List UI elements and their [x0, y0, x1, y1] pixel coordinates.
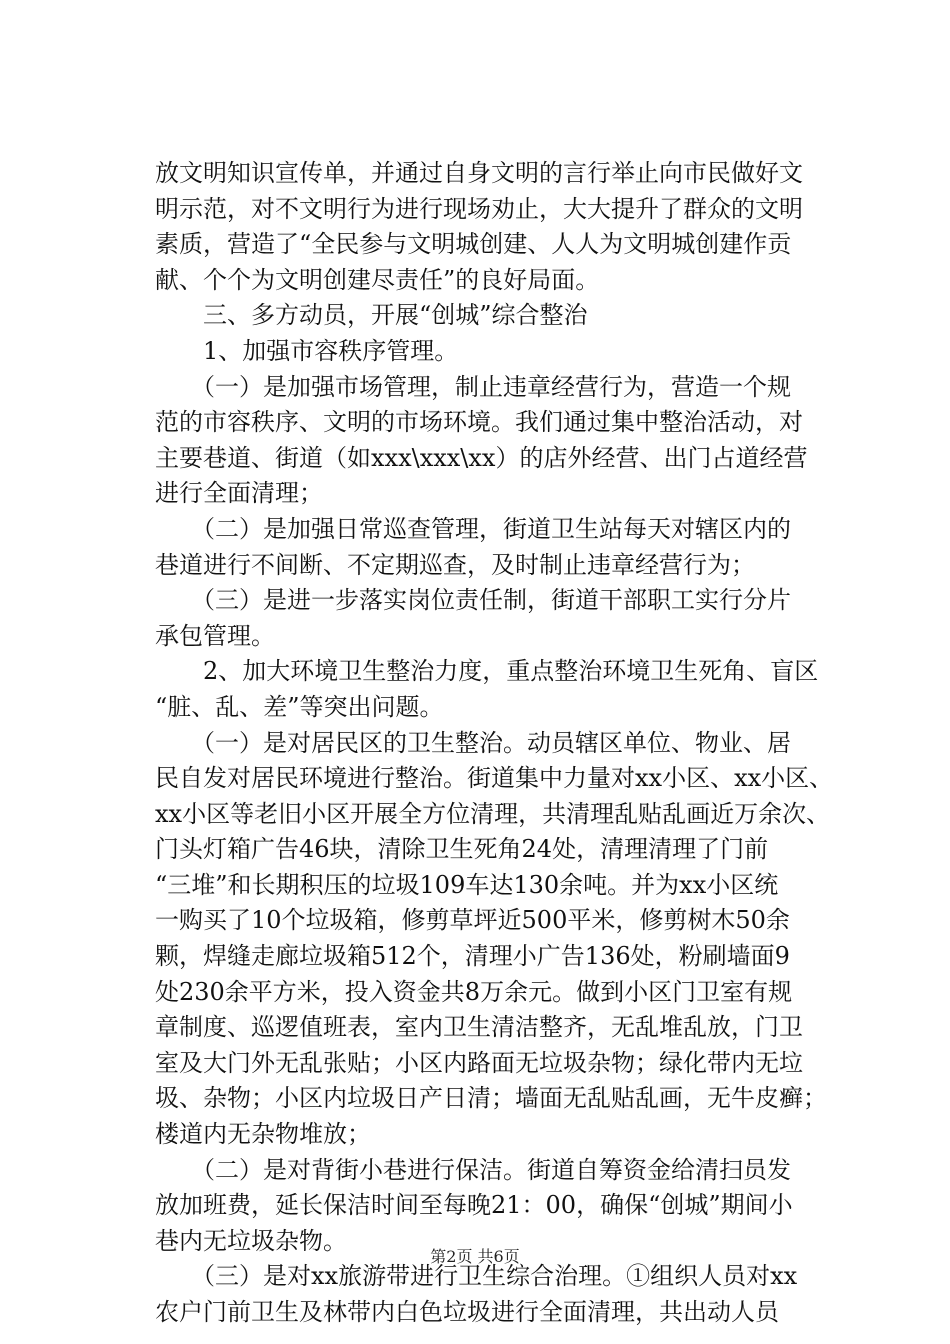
subsection-heading: 1、加强市容秩序管理。 [155, 336, 459, 365]
text-line: 农户门前卫生及林带内白色垃圾进行全面清理，共出动人员 [155, 1298, 779, 1326]
text-line: （一）是对居民区的卫生整治。动员辖区单位、物业、居 [155, 728, 791, 757]
text-line: 门头灯箱广告46块，清除卫生死角24处，清理清理了门前 [155, 835, 769, 864]
text-line: 放文明知识宣传单，并通过自身文明的言行举止向市民做好文 [155, 159, 803, 187]
text-line: 处230余平方米，投入资金共8万余元。做到小区门卫室有规 [155, 977, 793, 1006]
text-line: 楼道内无杂物堆放； [155, 1120, 371, 1149]
text-line: （三）是对xx旅游带进行卫生综合治理。①组织人员对xx [155, 1262, 798, 1291]
text-line: 室及大门外无乱张贴；小区内路面无垃圾杂物；绿化带内无垃 [155, 1048, 803, 1077]
text-line: 进行全面清理； [155, 479, 323, 508]
text-line: （三）是进一步落实岗位责任制，街道干部职工实行分片 [155, 586, 791, 615]
text-line: 巷道进行不间断、不定期巡查，及时制止违章经营行为； [155, 550, 755, 579]
text-line: （一）是加强市场管理，制止违章经营行为，营造一个规 [155, 372, 791, 401]
text-line: 素质，营造了“全民参与文明城创建、人人为文明城创建作贡 [155, 230, 792, 259]
text-line: 献、个个为文明创建尽责任”的良好局面。 [155, 265, 600, 294]
text-line: （二）是加强日常巡查管理，街道卫生站每天对辖区内的 [155, 514, 791, 543]
text-line: “三堆”和长期积压的垃圾109车达130余吨。并为xx小区统 [155, 870, 779, 899]
text-line: 明示范，对不文明行为进行现场劝止，大大提升了群众的文明 [155, 194, 803, 223]
text-line: 圾、杂物；小区内垃圾日产日清；墙面无乱贴乱画，无牛皮癣； [155, 1084, 827, 1113]
text-line: “脏、乱、差”等突出问题。 [155, 692, 444, 721]
text-line: （二）是对背街小巷进行保洁。街道自筹资金给清扫员发 [155, 1155, 791, 1184]
text-line: xx小区等老旧小区开展全方位清理，共清理乱贴乱画近万余次、 [155, 799, 831, 828]
page-number: 第2页 共6页 [430, 1247, 520, 1266]
text-line: 范的市容秩序、文明的市场环境。我们通过集中整治活动，对 [155, 408, 803, 437]
text-line: 颗，焊缝走廊垃圾箱512个，清理小广告136处，粉刷墙面9 [155, 942, 790, 971]
text-line: 放加班费，延长保洁时间至每晚21：00，确保“创城”期间小 [155, 1191, 793, 1220]
text-line: 一购买了10个垃圾箱，修剪草坪近500平米，修剪树木50余 [155, 906, 790, 935]
body-text [155, 156, 835, 1331]
text-line: 承包管理。 [155, 621, 275, 650]
text-line: 巷内无垃圾杂物。 [155, 1226, 347, 1255]
section-heading: 三、多方动员，开展“创城”综合整治 [155, 301, 588, 330]
text-line: 民自发对居民环境进行整治。街道集中力量对xx小区、xx小区、 [155, 764, 834, 793]
text-line: 章制度、巡逻值班表，室内卫生清洁整齐，无乱堆乱放，门卫 [155, 1013, 803, 1042]
text-line: 主要巷道、街道（如xxx\xxx\xx）的店外经营、出门占道经营 [155, 443, 808, 472]
subsection-heading: 2、加大环境卫生整治力度，重点整治环境卫生死角、盲区 [155, 657, 819, 686]
